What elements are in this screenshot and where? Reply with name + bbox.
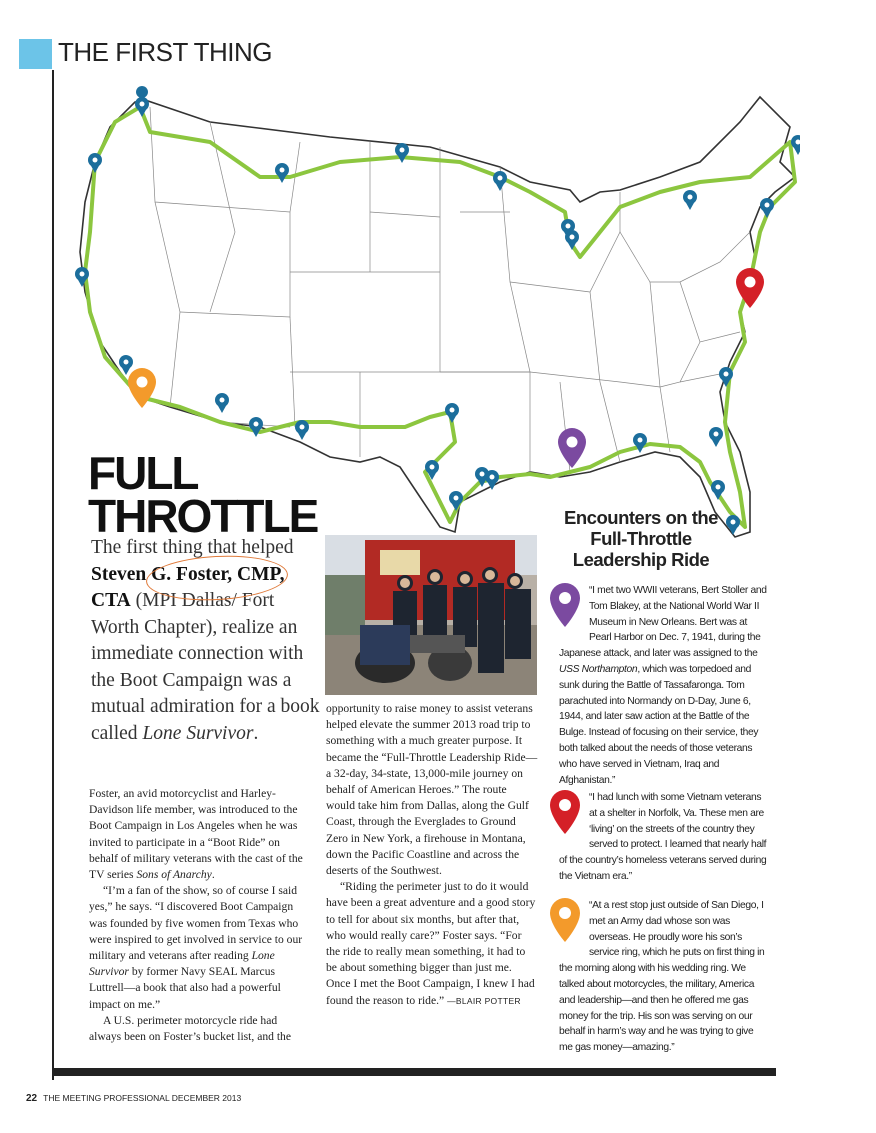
folio-text: THE MEETING PROFESSIONAL DECEMBER 2013	[43, 1093, 242, 1103]
bottom-rule	[54, 1068, 776, 1076]
paragraph: “Riding the perimeter just to do it would have been a great adventure and a good story to tell for about six months, but after that, who would really care?” Foster says. “For the ride to really mean something, it had to be about something bigger than just me. Once I met the Boot Campaign, I knew I had found the reason to ride.” —BLAIR POTTER	[326, 880, 536, 1007]
deck-text: The first thing that helped	[91, 537, 294, 558]
sidebar-quote-3: “At a rest stop just outside of San Diego, I met an Army dad whose son was overseas. He proudly wore his son’s service ring, which he puts on first thing in the morning along with his wedding ring. We talked about motorcycles, the military, America and leadership—and then he offered me gas money for the trip. His son was serving on our behalf in harm’s way and he was trying to give me gas money—amazing.”	[559, 900, 765, 1054]
body-column-1	[89, 786, 311, 1045]
folio	[26, 1093, 241, 1104]
headline: FULL THROTTLE	[88, 447, 318, 542]
paragraph: opportunity to raise money to assist veterans helped elevate the summer 2013 road trip to something with a much greater purpose. It became the “Full-Throttle Leadership Ride—a 32-day, 34-state, 13,000-mile journey on behalf of American Heroes.” The route would take him from Dallas, along the Gulf Coast, through the Everglades to Ground Zero in New York, a firehouse in Montana, down the Pacific Coastline and across the deserts of the Southwest.	[326, 702, 538, 878]
deck-text: .	[253, 722, 259, 744]
page-number: 22	[26, 1093, 38, 1104]
paragraph: “I’m a fan of the show, so of course I said yes,” he says. “I discovered Boot Campaign was founded by five women from Texas who were inspired to get involved in service to our military and veterans after reading Lone Survivor by former Navy SEAL Marcus Luttrell—a book that also had a powerful impact on me.”	[89, 884, 303, 1011]
paragraph: Foster, an avid motorcyclist and Harley-Davidson life member, was introduced to the Boot Campaign in Los Angeles when he was invited to participate in a “Boot Ride” on behalf of military veterans with the cast of the TV series Sons of Anarchy.	[89, 787, 303, 882]
section-marker	[19, 39, 52, 69]
firefighters-photo	[325, 535, 537, 695]
pin-icon	[249, 417, 263, 437]
deck-book-title: Lone Survivor	[142, 722, 254, 744]
sidebar-quote-2: “I had lunch with some Vietnam veterans at a shelter in Norfolk, Va. These men are ‘living’ on the streets of the country they served to protect. I learned that nearly half of the country’s homeless veterans served during the Vietnam era.”	[559, 792, 767, 882]
deck-name: Steven G. Foster, CMP, CTA	[91, 563, 285, 611]
deck-text: (MPI Dallas/ Fort Worth Chapter), realize an immediate connection with the Boot Campaign was a mutual admiration for a book called	[91, 590, 320, 744]
sidebar-title: Encounters on the Full-Throttle Leadership Ride	[564, 507, 718, 570]
section-title: THE FIRST THING	[58, 37, 272, 67]
paragraph: A U.S. perimeter motorcycle ride had always been on Foster’s bucket list, and the	[89, 1013, 291, 1044]
sidebar-quote-1: “I met two WWII veterans, Bert Stoller and Tom Blakey, at the National World War II Museum in New Orleans. Bert was at Pearl Harbor on Dec. 7, 1941, during the Japanese attack, and later was assigned to the USS Northampton, which was torpedoed and sunk during the Battle of Tassafaronga. Tom parachuted into Normandy on D-Day, June 6, 1944, and later saw action at the Battle of the Bulge. Instead of focusing on their service, they both talked about the needs of those veterans who have served in Vietnam, Iraq and Afghanistan.”	[559, 585, 767, 786]
left-rule	[52, 70, 54, 1080]
body-column-2	[326, 701, 538, 1009]
byline: —BLAIR POTTER	[447, 995, 521, 1006]
pin-icon	[760, 198, 774, 218]
